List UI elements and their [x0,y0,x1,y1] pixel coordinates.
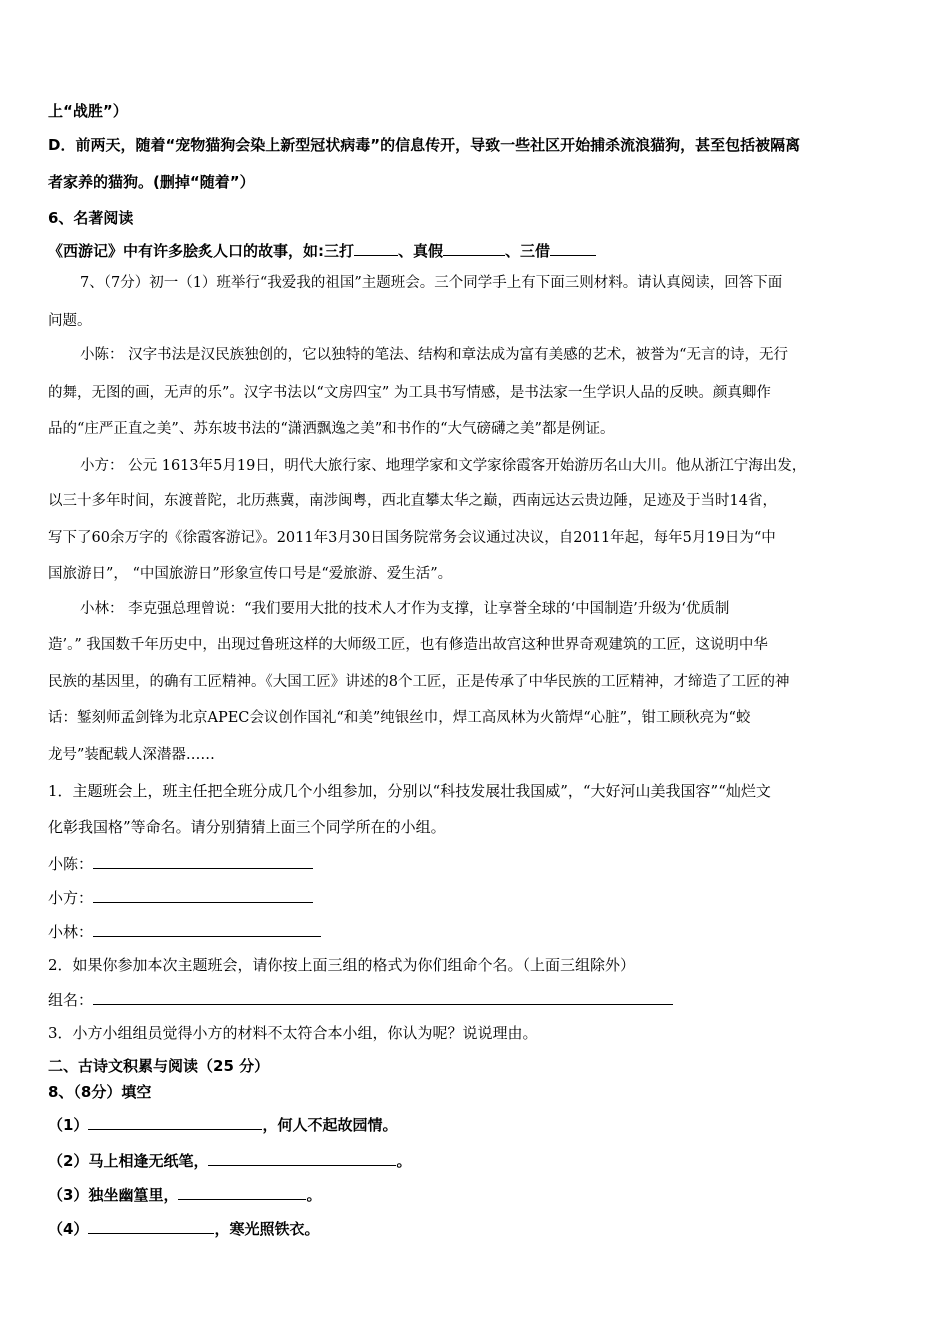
q8-blank-2[interactable] [208,1149,396,1166]
lin-material-line: 话：錾刻师孟剑锋为北京APEC会议创作国礼“和美”纯银丝巾，焊工高凤林为火箭焊“心脏”，钳工顾秋亮为“蛟 [48,710,751,726]
q6-blank-3[interactable] [550,239,596,256]
answer-label-fang: 小方： [48,889,94,907]
answer-row-fang [48,886,313,909]
answer-row-group [48,988,673,1011]
q5-option-c-tail: 上“战胜”） [48,102,128,120]
answer-label-chen: 小陈： [48,855,94,873]
q5-option-d-line1: D．前两天，随着“宠物猫狗会染上新型冠状病毒”的信息传开，导致一些社区开始捕杀流浪猫狗，甚至包括被隔离 [48,136,801,154]
q7-intro-line2: 问题。 [48,313,92,329]
lin-material-line: 民族的基因里，的确有工匠精神。《大国工匠》讲述的8个工匠，正是传承了中华民族的工匠精神，才缔造了工匠的神 [48,674,790,690]
fang-material-line: 写下了60余万字的《徐霞客游记》。2011年3月30日国务院常务会议通过决议，自2011年起，每年5月19日为“中 [48,530,776,546]
chen-material-line: 品的“庄严正直之美”、苏东坡书法的“潇洒飘逸之美”和书作的“大气磅礴之美”都是例证。 [48,421,615,437]
q6-blank-2[interactable] [443,239,505,256]
q8-item-1 [48,1113,397,1136]
answer-row-lin [48,920,321,943]
answer-label-group: 组名： [48,991,94,1009]
q8-item-after: 。 [306,1186,322,1204]
q7-sub1-line1: 1．主题班会上，班主任把全班分成几个小组参加，分别以“科技发展壮我国威”，“大好河山美我国容”“灿烂文 [48,782,771,800]
q6-prompt-line [48,239,596,262]
q8-blank-4[interactable] [88,1217,214,1234]
q8-item-2 [48,1149,411,1172]
lin-material-line: 小林： 李克强总理曾说：“我们要用大批的技术人才作为支撑，让享誉全球的‘中国制造’升级为‘优质制 [80,601,730,617]
q7-sub2: 2．如果你参加本次主题班会，请你按上面三组的格式为你们组命个名。（上面三组除外） [48,956,636,974]
lin-material-line: 造’。” 我国数千年历史中，出现过鲁班这样的大师级工匠，也有修造出故宫这种世界奇观建筑的工匠，这说明中华 [48,637,768,653]
q8-item-num: （4） [48,1220,89,1238]
fang-material-line: 以三十多年时间，东渡普陀，北历燕冀，南涉闽粤，西北直攀太华之巅，西南远达云贵边陲，足迹及于当时14省， [48,493,777,509]
q8-item-before: 独坐幽篁里， [88,1186,179,1204]
q8-item-before: 马上相逢无纸笔， [88,1152,209,1170]
q7-sub1-line2: 化彰我国格”等命名。请分别猜猜上面三个同学所在的小组。 [48,818,446,836]
q8-item-num: （2） [48,1152,89,1170]
q6-after-blank-1: 、真假 [398,242,444,260]
answer-blank-lin[interactable] [93,920,321,937]
q8-item-num: （1） [48,1116,89,1134]
q6-prompt: 《西游记》中有许多脍炙人口的故事，如:三打 [48,242,355,260]
q8-blank-3[interactable] [178,1183,306,1200]
q5-option-d-line2: 者家养的猫狗。(删掉“随着”） [48,173,255,191]
section-2-title: 二、古诗文积累与阅读（25 分） [48,1057,270,1075]
answer-blank-chen[interactable] [93,852,313,869]
answer-blank-fang[interactable] [93,886,313,903]
fang-material-line: 国旅游日”， “中国旅游日”形象宣传口号是“爱旅游、爱生活”。 [48,566,453,582]
q8-item-4 [48,1217,319,1240]
q8-title: 8、（8分）填空 [48,1083,152,1101]
q8-item-num: （3） [48,1186,89,1204]
q8-item-after: 。 [396,1152,412,1170]
fang-material-line: 小方： 公元 1613年5月19日，明代大旅行家、地理学家和文学家徐霞客开始游历名山大川。他从浙江宁海出发， [80,458,807,474]
q8-item-after: ，寒光照铁衣。 [214,1220,320,1238]
q6-blank-1[interactable] [354,239,398,256]
q6-after-blank-2: 、三借 [505,242,551,260]
q7-sub3: 3．小方小组组员觉得小方的材料不太符合本小组，你认为呢？说说理由。 [48,1024,538,1042]
q7-intro-line1: 7、（7分）初一（1）班举行“我爱我的祖国”主题班会。三个同学手上有下面三则材料。请认真阅读，回答下面 [80,275,783,291]
q8-item-after: ，何人不起故园情。 [262,1116,398,1134]
chen-material-line: 小陈： 汉字书法是汉民族独创的，它以独特的笔法、结构和章法成为富有美感的艺术，被誉为“无言的诗，无行 [80,347,789,363]
lin-material-line: 龙号”装配载人深潜器…… [48,747,215,763]
q8-blank-1[interactable] [88,1113,262,1130]
q6-title: 6、名著阅读 [48,209,134,227]
q8-item-3 [48,1183,321,1206]
answer-blank-group[interactable] [93,988,673,1005]
chen-material-line: 的舞，无图的画，无声的乐”。汉字书法以“文房四宝” 为工具书写情感，是书法家一生学识人品的反映。颜真卿作 [48,385,771,401]
answer-label-lin: 小林： [48,923,94,941]
answer-row-chen [48,852,313,875]
